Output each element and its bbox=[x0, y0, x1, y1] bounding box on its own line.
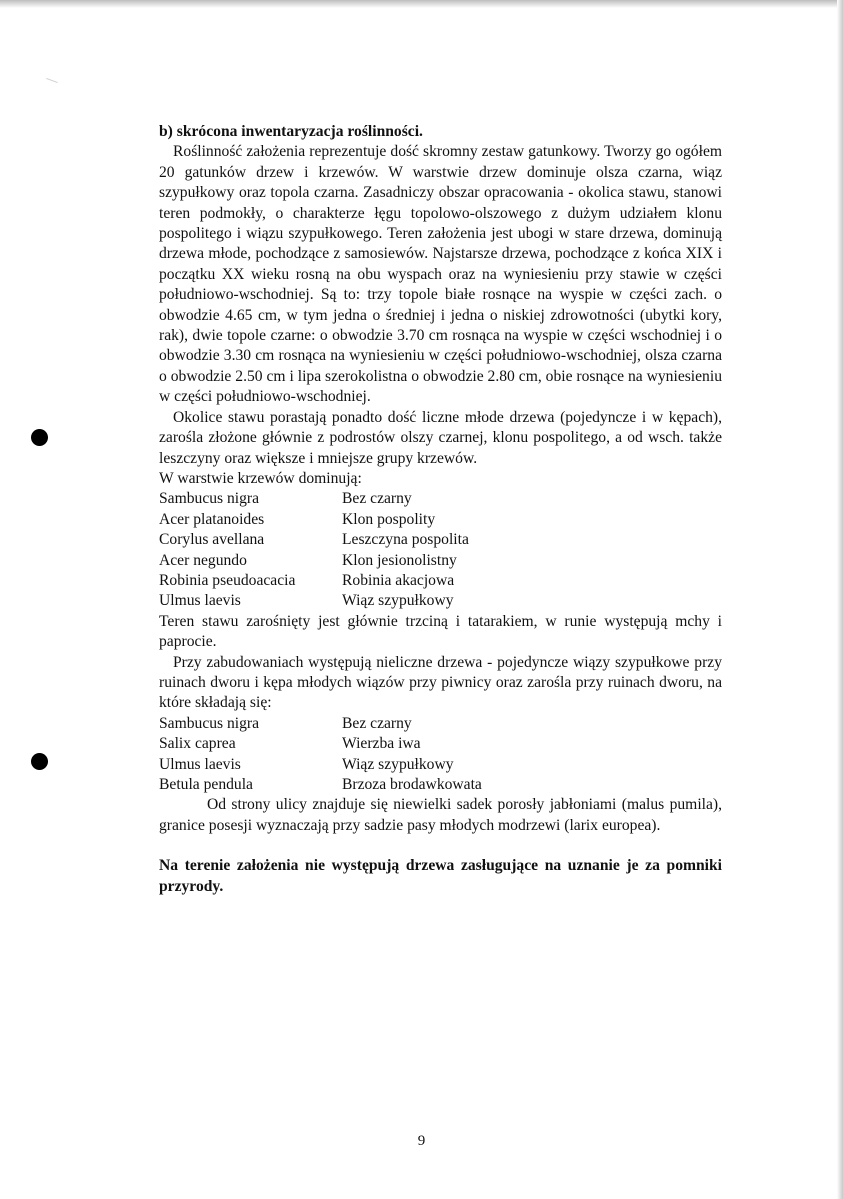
table-row bbox=[159, 571, 469, 591]
punch-hole-bottom bbox=[31, 753, 48, 770]
polish-name: Klon pospolity bbox=[342, 510, 436, 528]
latin-name: Betula pendula bbox=[159, 776, 253, 793]
latin-name: Sambucus nigra bbox=[159, 714, 260, 732]
paragraph-orchard: Od strony ulicy znajduje się niewielki sadek porosły jabłoniami (malus pumila), granice posesji wyznaczają przy sadzie pasy młodych modrzewi (larix europea). bbox=[159, 796, 722, 834]
polish-name: Leszczyna pospolita bbox=[342, 531, 469, 549]
latin-name: Ulmus laevis bbox=[159, 592, 241, 610]
table-row bbox=[159, 551, 469, 571]
ruin-shrub-species-table bbox=[159, 714, 482, 796]
punch-hole-top bbox=[31, 429, 48, 446]
paragraph-buildings-vegetation: Przy zabudowaniach występują nieliczne drzewa - pojedyncze wiązy szypułkowe przy ruinach dworu i kępa młodych wiązów przy piwnicy oraz zarośla przy ruinach dworu, na które składają się: bbox=[159, 653, 722, 712]
page-number: 9 bbox=[417, 1133, 426, 1149]
polish-name: Brzoza brodawkowata bbox=[342, 776, 482, 793]
latin-name: Robinia pseudoacacia bbox=[159, 571, 296, 589]
latin-name: Salix caprea bbox=[159, 735, 236, 753]
polish-name: Robinia akacjowa bbox=[342, 571, 455, 589]
scan-edge-top bbox=[0, 0, 843, 8]
table-row bbox=[159, 755, 482, 775]
latin-name: Corylus avellana bbox=[159, 531, 265, 549]
scan-edge-right bbox=[837, 0, 843, 1199]
latin-name: Sambucus nigra bbox=[159, 490, 260, 508]
shrub-species-table bbox=[159, 489, 469, 611]
table-row bbox=[159, 530, 469, 550]
section-heading: b) skrócona inwentaryzacja roślinności. bbox=[159, 123, 423, 140]
paragraph-pond-surroundings: Okolice stawu porastają ponadto dość liczne młode drzewa (pojedyncze i w kępach), zarośla złożone głównie z podrostów olszy czarnej, klonu pospolitego, a od wsch. także leszczyny oraz większe i mniejsze grupy krzewów. bbox=[159, 408, 722, 467]
polish-name: Wiąz szypułkowy bbox=[342, 755, 454, 773]
polish-name: Wierzba iwa bbox=[342, 735, 421, 753]
document-body bbox=[159, 122, 722, 897]
paragraph-vegetation-overview: Roślinność założenia reprezentuje dość skromny zestaw gatunkowy. Tworzy go ogółem 20 gatunków drzew i krzewów. W warstwie drzew dominuje olsza czarna, wiąz szypułkowy oraz topola czarna. Zasadniczy obszar opracowania - okolica stawu, stanowi teren podmokły, o charakterze łęgu topolowo-olszowego z dużym udziałem klonu pospolitego i wiązu szypułkowego. Teren założenia jest ubogi w stare drzewa, dominują drzewa młode, pochodzące z samosiewów. Najstarsze drzewa, pochodzące z końca XIX i początku XX wieku rosną na obu wyspach oraz na wyniesieniu przy stawie w części południowo-wschodniej. Są to: trzy topole białe rosnące na wyspie w części zach. o obwodzie 4.65 cm, w tym jedna o średniej i jedna o niskiej zdrowotności (ubytki kory, rak), dwie topole czarne: o obwodzie 3.70 cm rosnąca na wyspie w części wschodniej i o obwodzie 3.30 cm rosnąca na wyniesieniu w części południowo-wschodniej, olsza czarna o obwodzie 2.50 cm i lipa szerokolistna o obwodzie 2.80 cm, obie rosnące na wyniesieniu w części południowo-wschodniej. bbox=[159, 143, 722, 406]
latin-name: Acer negundo bbox=[159, 551, 247, 569]
polish-name: Wiąz szypułkowy bbox=[342, 592, 454, 610]
table-row bbox=[159, 591, 469, 611]
paragraph-pond-vegetation: Teren stawu zarośnięty jest głównie trzciną i tatarakiem, w runie występują mchy i paprocie. bbox=[159, 612, 722, 651]
polish-name: Bez czarny bbox=[342, 490, 412, 508]
table-row bbox=[159, 775, 482, 795]
conclusion: Na terenie założenia nie występują drzewa zasługujące na uznanie je za pomniki przyrody. bbox=[159, 857, 722, 895]
table-row bbox=[159, 734, 482, 754]
table-row bbox=[159, 714, 482, 734]
shrubs-intro: W warstwie krzewów dominują: bbox=[159, 469, 362, 487]
latin-name: Ulmus laevis bbox=[159, 755, 241, 773]
table-row bbox=[159, 510, 469, 530]
latin-name: Acer platanoides bbox=[159, 510, 265, 528]
polish-name: Bez czarny bbox=[342, 714, 412, 732]
table-row bbox=[159, 489, 469, 509]
polish-name: Klon jesionolistny bbox=[342, 551, 457, 569]
scan-artifact bbox=[46, 78, 58, 83]
